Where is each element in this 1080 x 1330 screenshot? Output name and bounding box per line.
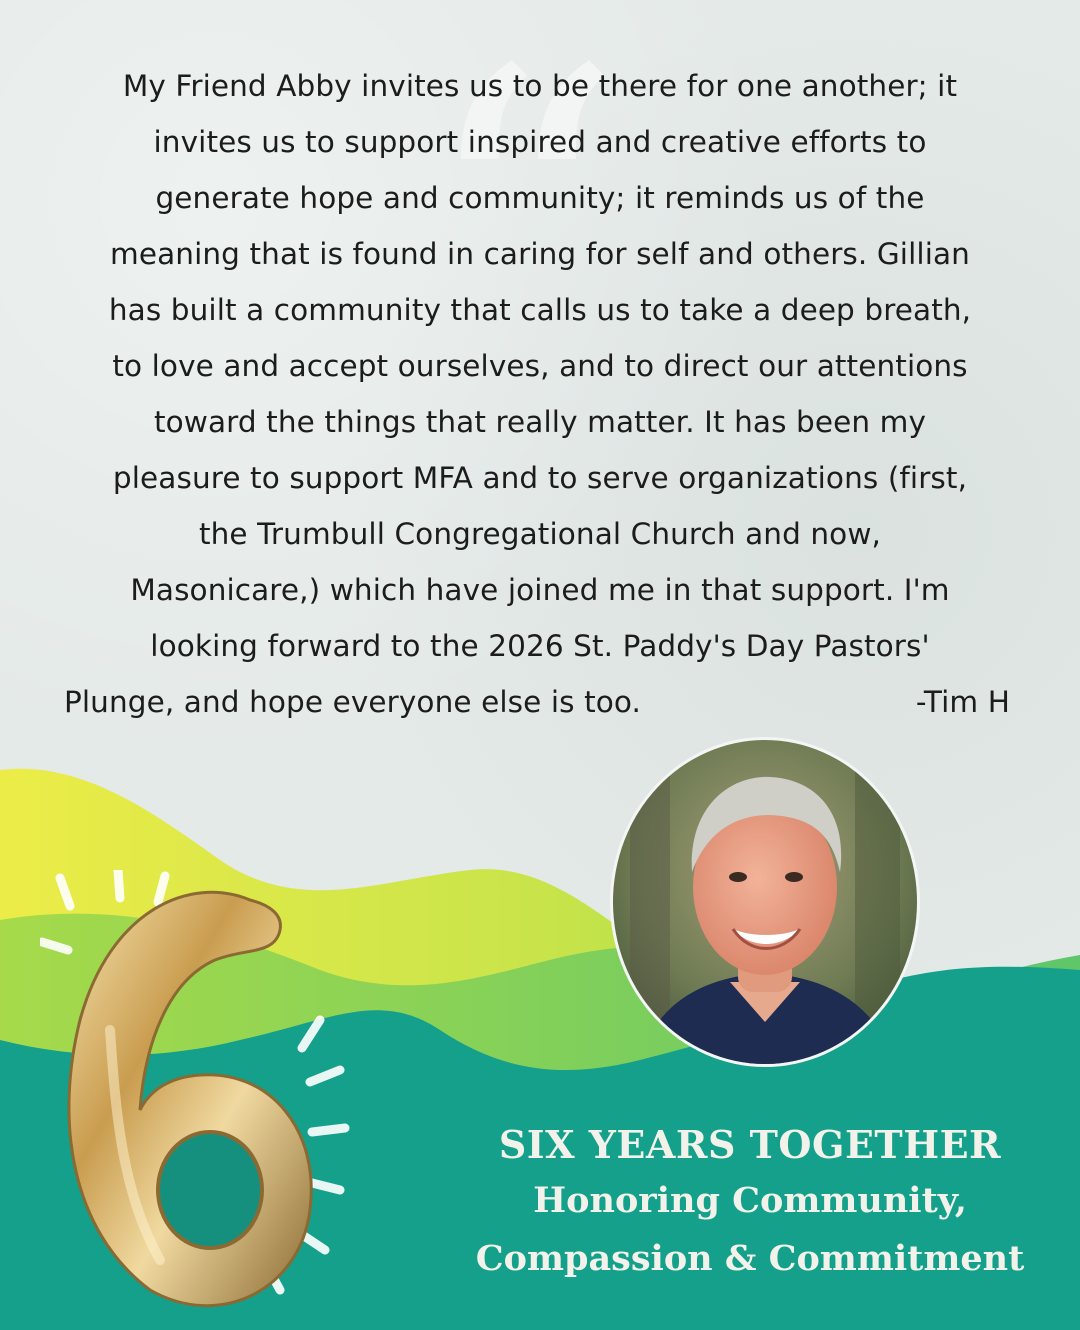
quote-line: My Friend Abby invites us to be there for one another; it	[122, 69, 958, 103]
quote-line: toward the things that really matter. It has been my	[153, 405, 927, 439]
quote-line: generate hope and community; it reminds us of the	[155, 181, 925, 215]
quote-line: has built a community that calls us to take a deep breath,	[108, 293, 972, 327]
quote-line: Masonicare,) which have joined me in that support. I'm	[130, 573, 950, 607]
six-balloon-icon	[40, 870, 360, 1330]
banner-title: SIX YEARS TOGETHER	[498, 1122, 1002, 1167]
quote-line: to love and accept ourselves, and to direct our attentions	[112, 349, 968, 383]
banner-subtitle-line2: Compassion & Commitment	[475, 1238, 1025, 1279]
testimonial-quote	[40, 58, 1040, 730]
quote-line: pleasure to support MFA and to serve organizations (first,	[112, 461, 968, 495]
quote-last-line	[40, 674, 1040, 730]
quote-line: invites us to support inspired and creative efforts to	[153, 125, 927, 159]
quote-line: meaning that is found in caring for self and others. Gillian	[110, 237, 970, 271]
quote-attribution: -Tim H	[915, 685, 1010, 719]
profile-photo	[610, 737, 920, 1067]
quote-mark-icon: “	[420, 0, 625, 452]
banner-text	[470, 1118, 1030, 1288]
quote-line: the Trumbull Congregational Church and now,	[198, 517, 882, 551]
banner-subtitle-line1: Honoring Community,	[533, 1180, 967, 1221]
quote-line: Plunge, and hope everyone else is too.	[64, 685, 642, 719]
quote-line: looking forward to the 2026 St. Paddy's Day Pastors'	[150, 629, 930, 663]
